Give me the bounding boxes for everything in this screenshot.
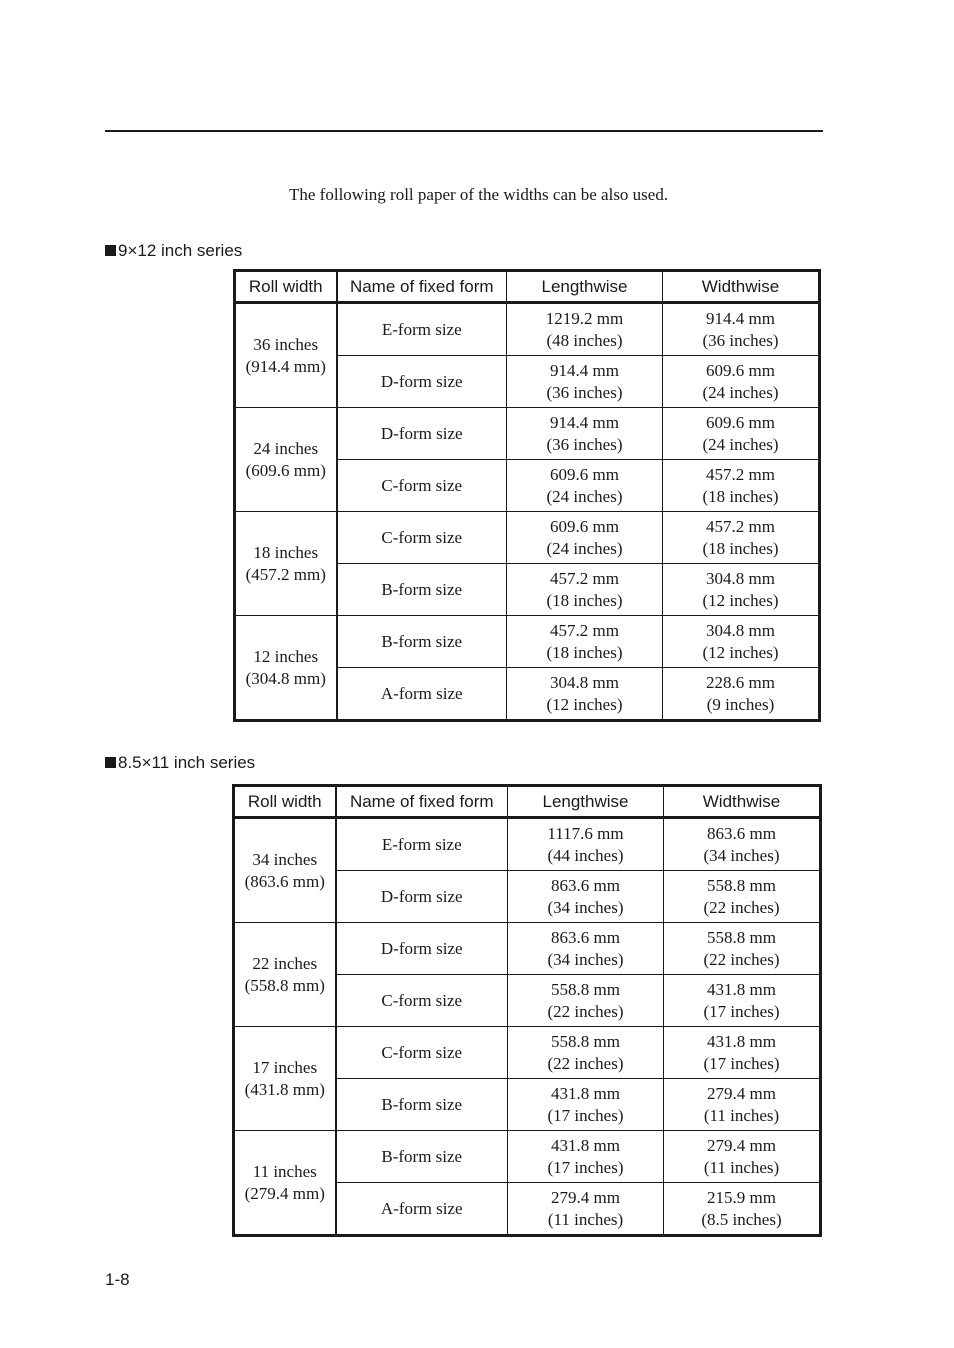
cell-line: (11 inches) <box>703 1105 780 1125</box>
intro-text: The following roll paper of the widths can be also used. <box>289 185 669 204</box>
lengthwise-cell <box>508 1183 664 1236</box>
lengthwise-cell <box>508 1131 664 1183</box>
cell-line: (22 inches) <box>547 1053 624 1073</box>
cell-line: 1219.2 mm <box>545 308 624 328</box>
widthwise-cell <box>664 871 821 923</box>
cell-line: (18 inches) <box>702 538 779 558</box>
lengthwise-cell <box>508 975 664 1027</box>
widthwise-cell <box>663 460 820 512</box>
lengthwise-cell <box>507 356 663 408</box>
cell-line: 12 inches <box>253 646 319 666</box>
widthwise-cell <box>664 1131 821 1183</box>
cell-line: 279.4 mm <box>551 1187 620 1207</box>
cell-line: 914.4 mm <box>550 360 619 380</box>
table-row <box>235 512 820 564</box>
cell-line: (863.6 mm) <box>244 871 325 891</box>
square-bullet-icon <box>105 245 116 256</box>
cell-line: (22 inches) <box>703 949 780 969</box>
cell-line: (11 inches) <box>547 1209 624 1229</box>
cell-line: (431.8 mm) <box>244 1079 325 1099</box>
header-fixed-form: Name of fixed form <box>336 786 508 818</box>
widthwise-cell <box>664 1027 821 1079</box>
lengthwise-cell <box>508 1079 664 1131</box>
cell-line: 431.8 mm <box>551 1135 620 1155</box>
lengthwise-cell <box>508 871 664 923</box>
cell-line: 431.8 mm <box>551 1083 620 1103</box>
roll-width-cell <box>235 408 337 512</box>
section-title-9x12 <box>105 241 242 261</box>
widthwise-cell <box>664 1079 821 1131</box>
cell-line: (12 inches) <box>546 694 623 714</box>
cell-line: (457.2 mm) <box>245 564 326 584</box>
cell-line: (18 inches) <box>702 486 779 506</box>
roll-width-cell <box>234 1027 336 1131</box>
cell-line: 34 inches <box>252 849 318 869</box>
fixed-form-cell: E-form size <box>337 303 507 356</box>
fixed-form-cell: D-form size <box>336 923 508 975</box>
cell-line: (34 inches) <box>547 949 624 969</box>
cell-line: 457.2 mm <box>550 568 619 588</box>
fixed-form-cell: C-form size <box>337 460 507 512</box>
lengthwise-cell <box>507 303 663 356</box>
header-lengthwise: Lengthwise <box>507 271 663 303</box>
lengthwise-cell <box>507 668 663 721</box>
lengthwise-cell <box>507 408 663 460</box>
cell-line: (12 inches) <box>702 590 779 610</box>
widthwise-cell <box>664 1183 821 1236</box>
cell-line: (34 inches) <box>703 845 780 865</box>
section-title-text: 9×12 inch series <box>118 241 243 260</box>
table-row <box>235 616 820 668</box>
header-roll-width: Roll width <box>234 786 336 818</box>
cell-line: 863.6 mm <box>551 927 620 947</box>
cell-line: (36 inches) <box>546 434 623 454</box>
cell-line: 609.6 mm <box>550 464 619 484</box>
cell-line: 1117.6 mm <box>547 823 624 843</box>
cell-line: 609.6 mm <box>550 516 619 536</box>
cell-line: (18 inches) <box>546 642 623 662</box>
cell-line: 304.8 mm <box>706 568 775 588</box>
roll-width-cell <box>234 818 336 923</box>
cell-line: 609.6 mm <box>706 360 775 380</box>
header-lengthwise: Lengthwise <box>508 786 664 818</box>
cell-line: 558.8 mm <box>707 927 776 947</box>
cell-line: (18 inches) <box>546 590 623 610</box>
cell-line: 24 inches <box>253 438 319 458</box>
header-roll-width: Roll width <box>235 271 337 303</box>
cell-line: (48 inches) <box>546 330 623 350</box>
cell-line: (34 inches) <box>547 897 624 917</box>
header-rule <box>105 130 823 132</box>
cell-line: (24 inches) <box>702 434 779 454</box>
page-number: 1-8 <box>105 1270 130 1289</box>
table-row <box>234 923 821 975</box>
cell-line: 22 inches <box>252 953 318 973</box>
cell-line: 279.4 mm <box>707 1083 776 1103</box>
widthwise-cell <box>664 923 821 975</box>
cell-line: (24 inches) <box>546 486 623 506</box>
cell-line: 558.8 mm <box>707 875 776 895</box>
cell-line: 18 inches <box>253 542 319 562</box>
table-8.5x11-series <box>232 784 822 1237</box>
cell-line: (9 inches) <box>706 694 775 714</box>
cell-line: (24 inches) <box>546 538 623 558</box>
cell-line: 11 inches <box>252 1161 317 1181</box>
cell-line: 431.8 mm <box>707 1031 776 1051</box>
cell-line: 304.8 mm <box>550 672 619 692</box>
table-body <box>234 818 821 1236</box>
cell-line: (17 inches) <box>703 1001 780 1021</box>
cell-line: (17 inches) <box>703 1053 780 1073</box>
cell-line: 457.2 mm <box>706 516 775 536</box>
cell-line: 914.4 mm <box>550 412 619 432</box>
widthwise-cell <box>663 303 820 356</box>
widthwise-cell <box>664 975 821 1027</box>
lengthwise-cell <box>508 923 664 975</box>
cell-line: 279.4 mm <box>707 1135 776 1155</box>
table-body <box>235 303 820 721</box>
widthwise-cell <box>663 616 820 668</box>
cell-line: 863.6 mm <box>707 823 776 843</box>
lengthwise-cell <box>508 818 664 871</box>
cell-line: 457.2 mm <box>550 620 619 640</box>
cell-line: (11 inches) <box>703 1157 780 1177</box>
cell-line: 558.8 mm <box>551 1031 620 1051</box>
fixed-form-cell: A-form size <box>337 668 507 721</box>
cell-line: 863.6 mm <box>551 875 620 895</box>
cell-line: 36 inches <box>253 334 319 354</box>
table-row <box>235 303 820 356</box>
roll-width-cell <box>234 1131 336 1236</box>
roll-width-cell <box>234 923 336 1027</box>
fixed-form-cell: B-form size <box>336 1079 508 1131</box>
fixed-form-cell: D-form size <box>337 356 507 408</box>
table-row <box>235 408 820 460</box>
header-widthwise: Widthwise <box>663 271 820 303</box>
cell-line: (22 inches) <box>547 1001 624 1021</box>
table-header <box>235 271 820 303</box>
table-9x12-series <box>233 269 821 722</box>
cell-line: 558.8 mm <box>551 979 620 999</box>
cell-line: (36 inches) <box>702 330 779 350</box>
widthwise-cell <box>663 564 820 616</box>
cell-line: 304.8 mm <box>706 620 775 640</box>
cell-line: (44 inches) <box>547 845 624 865</box>
header-fixed-form: Name of fixed form <box>337 271 507 303</box>
widthwise-cell <box>663 668 820 721</box>
lengthwise-cell <box>507 460 663 512</box>
fixed-form-cell: B-form size <box>336 1131 508 1183</box>
table-row <box>234 818 821 871</box>
cell-line: 215.9 mm <box>707 1187 776 1207</box>
cell-line: (304.8 mm) <box>245 668 326 688</box>
cell-line: 609.6 mm <box>706 412 775 432</box>
fixed-form-cell: C-form size <box>336 975 508 1027</box>
cell-line: (279.4 mm) <box>244 1183 325 1203</box>
fixed-form-cell: E-form size <box>336 818 508 871</box>
widthwise-cell <box>663 356 820 408</box>
fixed-form-cell: D-form size <box>337 408 507 460</box>
table-row <box>234 1027 821 1079</box>
roll-width-cell <box>235 303 337 408</box>
cell-line: (24 inches) <box>702 382 779 402</box>
roll-width-cell <box>235 512 337 616</box>
fixed-form-cell: C-form size <box>337 512 507 564</box>
fixed-form-cell: D-form size <box>336 871 508 923</box>
square-bullet-icon <box>105 757 116 768</box>
fixed-form-cell: B-form size <box>337 616 507 668</box>
cell-line: (8.5 inches) <box>701 1209 782 1229</box>
cell-line: (17 inches) <box>547 1105 624 1125</box>
fixed-form-cell: A-form size <box>336 1183 508 1236</box>
lengthwise-cell <box>507 564 663 616</box>
header-widthwise: Widthwise <box>664 786 821 818</box>
fixed-form-cell: B-form size <box>337 564 507 616</box>
widthwise-cell <box>663 512 820 564</box>
widthwise-cell <box>664 818 821 871</box>
cell-line: 228.6 mm <box>706 672 775 692</box>
section-title-8.5x11 <box>105 753 255 773</box>
cell-line: 431.8 mm <box>707 979 776 999</box>
cell-line: 914.4 mm <box>706 308 775 328</box>
lengthwise-cell <box>507 512 663 564</box>
section-title-text: 8.5×11 inch series <box>118 753 256 772</box>
cell-line: (12 inches) <box>702 642 779 662</box>
table-header <box>234 786 821 818</box>
cell-line: 457.2 mm <box>706 464 775 484</box>
cell-line: (17 inches) <box>547 1157 624 1177</box>
lengthwise-cell <box>507 616 663 668</box>
fixed-form-cell: C-form size <box>336 1027 508 1079</box>
widthwise-cell <box>663 408 820 460</box>
cell-line: (36 inches) <box>546 382 623 402</box>
cell-line: 17 inches <box>252 1057 318 1077</box>
cell-line: (914.4 mm) <box>245 356 326 376</box>
cell-line: (609.6 mm) <box>245 460 326 480</box>
roll-width-cell <box>235 616 337 721</box>
cell-line: (22 inches) <box>703 897 780 917</box>
table-row <box>234 1131 821 1183</box>
lengthwise-cell <box>508 1027 664 1079</box>
cell-line: (558.8 mm) <box>244 975 325 995</box>
